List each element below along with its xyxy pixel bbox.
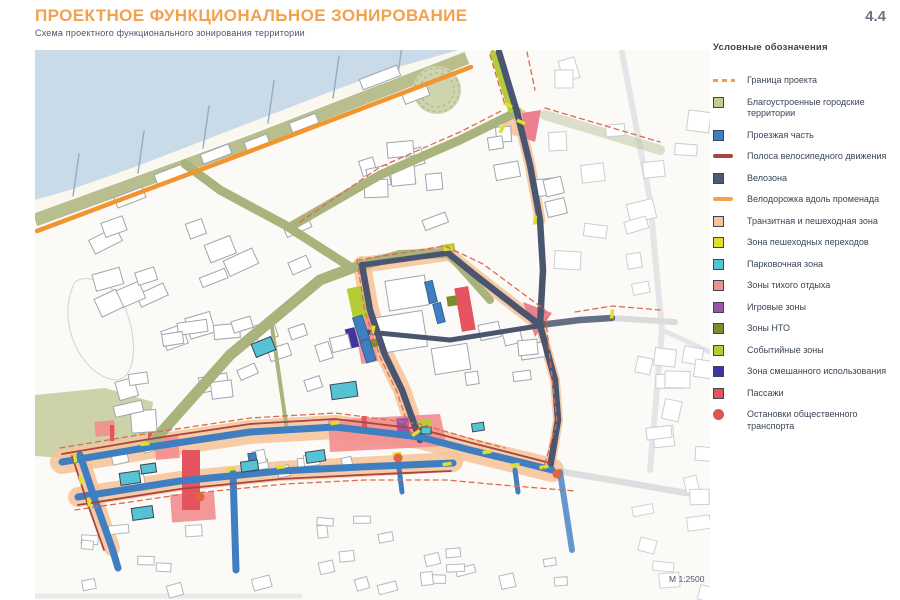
legend-item — [713, 345, 893, 357]
page-title: ПРОЕКТНОЕ ФУНКЦИОНАЛЬНОЕ ЗОНИРОВАНИЕ — [35, 6, 468, 25]
legend-swatch-square — [713, 130, 737, 141]
legend — [713, 42, 893, 442]
legend-swatch-line — [713, 194, 737, 201]
legend-item-label: Велозона — [747, 172, 787, 183]
legend-item — [713, 173, 893, 185]
legend-item — [713, 280, 893, 292]
page-number: 4.4 — [865, 8, 886, 25]
legend-item-label: Событийные зоны — [747, 344, 824, 355]
legend-item — [713, 130, 893, 142]
legend-title: Условные обозначения — [713, 42, 828, 53]
legend-swatch-line — [713, 151, 737, 158]
page-subtitle: Схема проектного функционального зонирования территории — [35, 28, 305, 38]
legend-swatch-square — [713, 345, 737, 356]
legend-item — [713, 194, 893, 206]
legend-swatch-square — [713, 280, 737, 291]
legend-item — [713, 151, 893, 163]
legend-item-label: Парковочная зона — [747, 258, 824, 269]
legend-swatch-square — [713, 366, 737, 377]
legend-item — [713, 409, 893, 432]
legend-swatch-square — [713, 173, 737, 184]
legend-swatch-square — [713, 388, 737, 399]
legend-item-label: Пассажи — [747, 387, 784, 398]
legend-item — [713, 388, 893, 400]
legend-item — [713, 323, 893, 335]
legend-item-label: Зона пешеходных переходов — [747, 237, 869, 248]
legend-swatch-circle — [713, 409, 737, 420]
legend-item — [713, 75, 893, 87]
legend-item — [713, 259, 893, 271]
legend-swatch-square — [713, 216, 737, 227]
legend-item — [713, 366, 893, 378]
legend-item-label: Транзитная и пешеходная зона — [747, 215, 878, 226]
legend-item-label: Остановки общественного транспорта — [747, 409, 858, 431]
legend-item-label: Проезжая часть — [747, 129, 814, 140]
legend-item — [713, 237, 893, 249]
map-scale-label: М 1:2500 — [669, 574, 705, 584]
legend-item — [713, 216, 893, 228]
legend-item-label: Игровые зоны — [747, 301, 806, 312]
legend-swatch-square — [713, 97, 737, 108]
legend-swatch-square — [713, 302, 737, 313]
legend-item-label: Зоны тихого отдыха — [747, 280, 831, 291]
legend-item-label: Граница проекта — [747, 75, 817, 85]
legend-item-label: Благоустроенные городские территории — [747, 96, 865, 119]
legend-item-label: Полоса велосипедного движения — [747, 151, 887, 162]
legend-swatch-square — [713, 237, 737, 248]
legend-swatch-square — [713, 259, 737, 270]
legend-item — [713, 302, 893, 314]
legend-item-label: Велодорожка вдоль променада — [747, 194, 880, 205]
legend-swatch-square — [713, 323, 737, 334]
legend-item — [713, 97, 893, 120]
zoning-map-canvas — [35, 50, 710, 600]
legend-item-label: Зоны НТО — [747, 323, 790, 334]
legend-item-label: Зона смешанного использования — [747, 366, 887, 377]
legend-swatch-dash-line — [713, 75, 737, 82]
legend-items — [713, 75, 893, 432]
zoning-map — [35, 50, 710, 600]
